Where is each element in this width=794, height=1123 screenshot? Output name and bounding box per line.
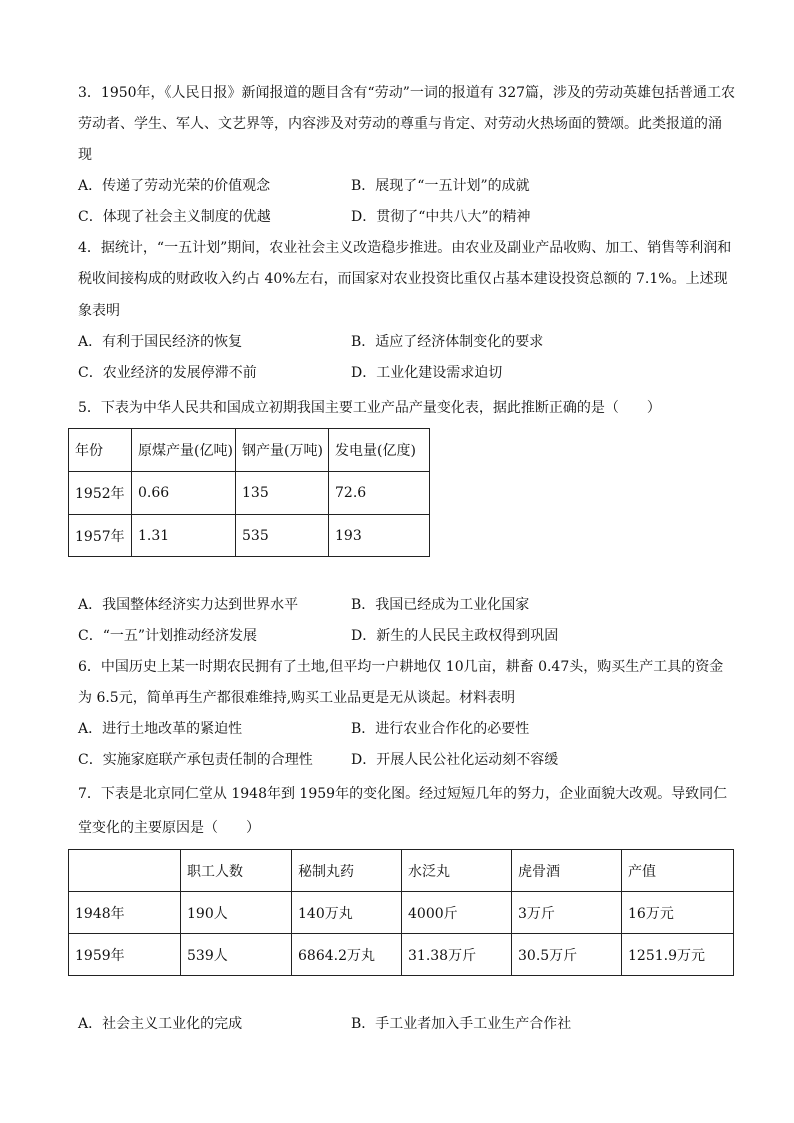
table-header: 发电量(亿度): [329, 429, 430, 472]
q6-option-b: B．进行农业合作化的必要性: [351, 721, 530, 737]
q3-stem-line1: 3．1950年，《人民日报》新闻报道的题目含有“劳动”一词的报道有 327篇，涉及的劳动英雄包括普通工农: [78, 85, 736, 101]
q5-option-c: C．“一五”计划推动经济发展: [78, 628, 258, 644]
table-cell: 539人: [181, 934, 292, 976]
table-cell: 4000斤: [402, 892, 512, 934]
q3-option-d: D．贯彻了“中共八大”的精神: [351, 209, 531, 225]
q3-option-a: A．传递了劳动光荣的价值观念: [78, 178, 271, 194]
table-header: 虎骨酒: [512, 850, 622, 892]
q5-option-b: B．我国已经成为工业化国家: [351, 597, 530, 613]
tongrentang-table: [68, 849, 734, 976]
table-header: 年份: [69, 429, 132, 472]
q6-option-d: D．开展人民公社化运动刻不容缓: [351, 752, 559, 768]
q7-option-a: A．社会主义工业化的完成: [78, 1016, 243, 1032]
q6-option-c: C．实施家庭联产承包责任制的合理性: [78, 752, 313, 768]
q3-stem-line3: 现: [78, 147, 92, 163]
table-cell: 30.5万斤: [512, 934, 622, 976]
table-row: [69, 892, 734, 934]
table-header: 职工人数: [181, 850, 292, 892]
q6-stem-line2: 为 6.5元，简单再生产都很难维持,购买工业品更是无从谈起。材料表明: [78, 690, 516, 706]
table-cell: 72.6: [329, 472, 430, 515]
q5-option-a: A．我国整体经济实力达到世界水平: [78, 597, 299, 613]
table-header: 水泛丸: [402, 850, 512, 892]
q4-option-d: D．工业化建设需求迫切: [351, 365, 503, 381]
q4-stem-line2: 税收间接构成的财政收入约占 40%左右，而国家对农业投资比重仅占基本建设投资总额的 7.1%。上述现: [78, 271, 728, 287]
table-cell: 16万元: [622, 892, 734, 934]
q7-stem-line2: 堂变化的主要原因是（ ）: [78, 820, 260, 836]
table-cell: 3万斤: [512, 892, 622, 934]
table-header: 秘制丸药: [292, 850, 402, 892]
table-row: [69, 515, 430, 557]
q6-stem-line1: 6．中国历史上某一时期农民拥有了土地,但平均一户耕地仅 10几亩，耕畜 0.47头，购买生产工具的资金: [78, 659, 724, 675]
q4-stem-line1: 4．据统计，“一五计划”期间，农业社会主义改造稳步推进。由农业及副业产品收购、加工、销售等利润和: [78, 240, 732, 256]
q3-option-c: C．体现了社会主义制度的优越: [78, 209, 271, 225]
table-cell: 140万丸: [292, 892, 402, 934]
q3-option-b: B．展现了“一五计划”的成就: [351, 178, 530, 194]
table-header: 钢产量(万吨): [236, 429, 329, 472]
q4-option-c: C．农业经济的发展停滞不前: [78, 365, 257, 381]
table-cell: 190人: [181, 892, 292, 934]
table-cell: 135: [236, 472, 329, 515]
table-header: 产值: [622, 850, 734, 892]
table-cell: 1251.9万元: [622, 934, 734, 976]
table-cell: 0.66: [132, 472, 236, 515]
table-cell: 6864.2万丸: [292, 934, 402, 976]
q5-stem-line1: 5．下表为中华人民共和国成立初期我国主要工业产品产量变化表，据此推断正确的是（ ）: [78, 400, 661, 416]
table-header: [69, 850, 181, 892]
table-cell: 31.38万斤: [402, 934, 512, 976]
table-row: [69, 472, 430, 515]
q5-option-d: D．新生的人民民主政权得到巩固: [351, 628, 559, 644]
table-cell: 535: [236, 515, 329, 557]
table-cell: 1957年: [69, 515, 132, 557]
table-cell: 1948年: [69, 892, 181, 934]
table-cell: 1959年: [69, 934, 181, 976]
table-cell: 193: [329, 515, 430, 557]
table-cell: 1952年: [69, 472, 132, 515]
q4-option-b: B．适应了经济体制变化的要求: [351, 334, 544, 350]
production-table: [68, 428, 430, 557]
q4-option-a: A．有利于国民经济的恢复: [78, 334, 243, 350]
table-row: [69, 934, 734, 976]
table-header: 原煤产量(亿吨): [132, 429, 236, 472]
q4-stem-line3: 象表明: [78, 303, 120, 319]
table-cell: 1.31: [132, 515, 236, 557]
q7-stem-line1: 7．下表是北京同仁堂从 1948年到 1959年的变化图。经过短短几年的努力，企业面貌大改观。导致同仁: [78, 786, 728, 802]
q7-option-b: B．手工业者加入手工业生产合作社: [351, 1016, 572, 1032]
q3-stem-line2: 劳动者、学生、军人、文艺界等，内容涉及对劳动的尊重与肯定、对劳动火热场面的赞颂。此类报道的涌: [78, 116, 722, 132]
q6-option-a: A．进行土地改革的紧迫性: [78, 721, 243, 737]
